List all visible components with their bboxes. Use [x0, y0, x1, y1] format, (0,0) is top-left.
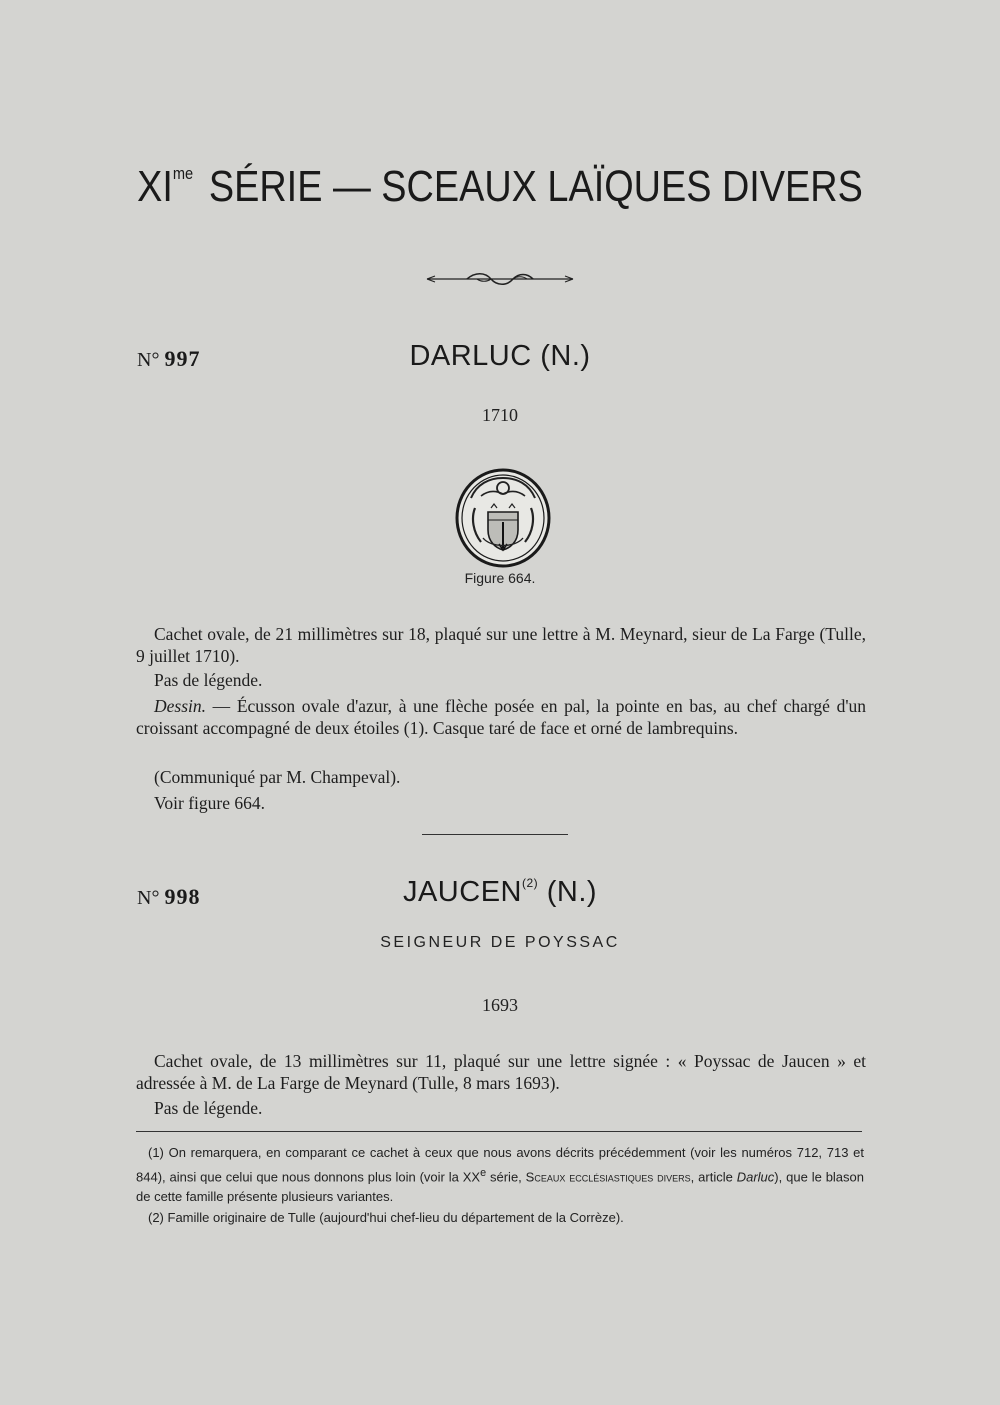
- seal-illustration-icon: [453, 468, 553, 568]
- footnote-rule: [136, 1131, 862, 1132]
- entry-name-note: (2): [521, 876, 539, 890]
- footnote-1: [136, 1143, 864, 1207]
- paragraph: Cachet ovale, de 21 millimètres sur 18, plaqué sur une lettre à M. Meynard, sieur de La Farge (Tulle, 9 juillet 1710).: [136, 624, 866, 666]
- figure-caption: Figure 664.: [464, 570, 536, 586]
- dessin-text: — Écusson ovale d'azur, à une flèche posée en pal, la pointe en bas, au chef chargé d'un croissant accompagné de deux étoiles (1). Casque taré de face et orné de lambrequins.: [136, 696, 866, 738]
- paragraph: Cachet ovale, de 13 millimètres sur 11, plaqué sur une lettre signée : « Poyssac de Jaucen » et adressée à M. de La Farge de Meynard (Tulle, 8 mars 1693).: [136, 1051, 866, 1093]
- series-suffix: me: [172, 164, 194, 183]
- entry-name: DARLUC (N.): [409, 340, 591, 372]
- entry-name-suffix: (N.): [538, 876, 598, 908]
- paragraph: Pas de légende.: [154, 1098, 263, 1118]
- entry-name-text: JAUCEN: [402, 876, 522, 908]
- footnote-smallcaps: Sceaux ecclésiastiques divers: [525, 1169, 691, 1185]
- paragraph: Voir figure 664.: [154, 793, 265, 813]
- entry-date: 1710: [482, 405, 518, 425]
- entry-number-value: 998: [164, 884, 201, 909]
- paragraph: Pas de légende.: [154, 670, 263, 690]
- entry-label: N°: [137, 349, 160, 371]
- paragraph-dessin: [136, 695, 866, 739]
- ornament-divider-icon: [425, 268, 575, 290]
- entry-name: [0, 876, 1000, 909]
- footnote-text: (1) On remarquera, en comparant ce cachet à ceux que nous avons décrits précédemment (voir les numéros 712, 713 et 844), ainsi que celui que nous donnons plus loin (voir la XX: [136, 1145, 864, 1185]
- entry-number-value: 997: [164, 346, 201, 371]
- dessin-label: Dessin.: [154, 696, 207, 716]
- paragraph: (Communiqué par M. Champeval).: [154, 767, 401, 787]
- series-title-text: SÉRIE — SCEAUX LAÏQUES DIVERS: [208, 162, 863, 211]
- footnote-italic: Darluc: [736, 1169, 775, 1185]
- footnote-text: série,: [486, 1169, 526, 1185]
- series-roman: XI: [137, 162, 173, 211]
- entry-date: 1693: [482, 995, 518, 1015]
- footnote-2: (2) Famille originaire de Tulle (aujourd'hui chef-lieu du département de la Corrèze).: [148, 1210, 624, 1225]
- footnote-text: ), que le blason de cette famille présente plusieurs variantes.: [136, 1169, 865, 1205]
- entry-subtitle: SEIGNEUR DE POYSSAC: [380, 934, 620, 951]
- footnote-text: , article: [690, 1169, 737, 1185]
- section-divider: [422, 834, 568, 835]
- entry-label: N°: [137, 887, 160, 909]
- series-title: [70, 162, 930, 212]
- footnote-sup: e: [480, 1167, 487, 1179]
